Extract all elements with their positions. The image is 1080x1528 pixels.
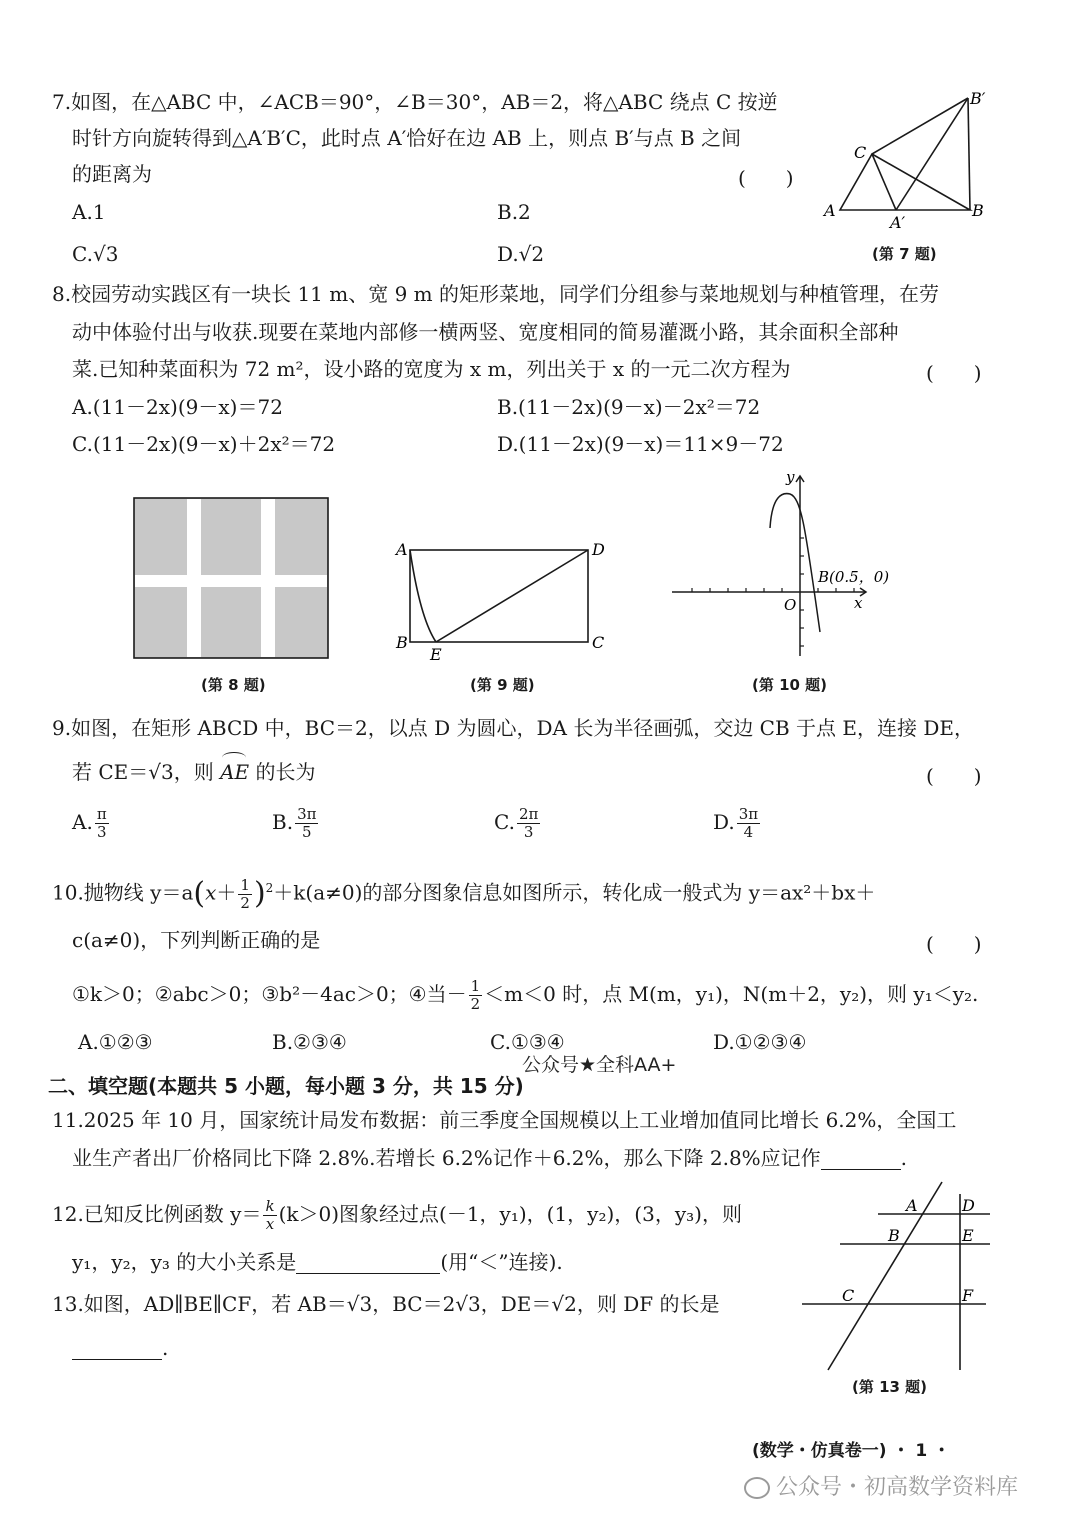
q7-line3: 的距离为 — [72, 162, 152, 186]
q8-figure — [133, 497, 329, 659]
q7-option-d: D.√2 — [497, 242, 545, 266]
q12-fraction: $\frac{k}{x}$ — [265, 1197, 275, 1233]
q9-line2-suffix: 的长为 — [249, 760, 316, 784]
q11-line2: 业生产者出厂价格同比下降 2.8%.若增长 6.2%记作＋6.2%，那么下降 2.8%应记作 . — [72, 1146, 908, 1170]
q13-answer-blank[interactable] — [72, 1339, 162, 1360]
q10-label-x: x — [854, 594, 863, 612]
q10-option-a: A.①②③ — [78, 1030, 153, 1054]
q10-half-fraction: $\frac{1}{2}$ — [470, 977, 481, 1013]
q10-answer-paren: ( ) — [926, 932, 982, 956]
q12-line2: y₁，y₂，y₃ 的大小关系是 (用“＜”连接). — [72, 1250, 563, 1274]
q9-line2-prefix: 若 CE＝√3，则 — [72, 760, 221, 784]
page-footer: (数学・仿真卷一) ・ 1 ・ — [752, 1441, 951, 1461]
q10-figure — [668, 466, 890, 664]
q8-option-d: D.(11－2x)(9－x)＝11×9－72 — [497, 432, 784, 456]
q10-line1: 10.抛物线 y＝a(x＋ $\frac{1}{2}$ )$^2$＋k(a≠0)的部分图象信息如图所示，转化成一般式为 y＝ax²＋bx＋ — [52, 875, 876, 912]
q13-caption: (第 13 题) — [852, 1378, 928, 1396]
q10-option-c: C.①③④ — [490, 1030, 565, 1054]
q9-arc-label: AE — [220, 760, 250, 784]
q7-caption: (第 7 题) — [872, 245, 937, 263]
q13-label-f: F — [962, 1286, 974, 1305]
watermark-bottom: 公众号・初高数学资料库 — [744, 1470, 1018, 1501]
q8-answer-paren: ( ) — [926, 361, 982, 385]
q8-option-b: B.(11－2x)(9－x)－2x²＝72 — [497, 395, 761, 419]
q13-line2: . — [72, 1336, 168, 1360]
q12-line1: 12.已知反比例函数 y＝ $\frac{k}{x}$ (k＞0)图象经过点(－1，y₁)，(1，y₂)，(3，y₃)，则 — [52, 1197, 742, 1233]
q7-label-c: C — [854, 143, 867, 162]
q9-line1: 9.如图，在矩形 ABCD 中，BC＝2，以点 D 为圆心，DA 长为半径画弧，交边 CB 于点 E，连接 DE， — [52, 716, 974, 740]
q8-line1: 8.校园劳动实践区有一块长 11 m、宽 9 m 的矩形菜地，同学们分组参与菜地规划与种植管理，在劳 — [52, 282, 939, 306]
q8-option-a: A.(11－2x)(9－x)＝72 — [72, 395, 283, 419]
q11-line1: 11.2025 年 10 月，国家统计局发布数据：前三季度全国规模以上工业增加值同比增长 6.2%，全国工 — [52, 1108, 957, 1132]
q7-option-b: B.2 — [497, 200, 531, 224]
q8-line3: 菜.已知种菜面积为 72 m²，设小路的宽度为 x m，列出关于 x 的一元二次方程为 — [72, 357, 791, 381]
q9-label-a: A — [396, 540, 408, 559]
watermark-mid: 公众号★全科AA+ — [522, 1054, 677, 1076]
q13-figure — [800, 1180, 994, 1376]
q13-label-d: D — [962, 1196, 975, 1215]
q9-option-c: C. $\frac{2\pi}{3}$ — [494, 805, 539, 841]
q9-option-a: A. $\frac{\pi}{3}$ — [72, 805, 107, 841]
q9-figure — [392, 538, 614, 664]
q13-label-b: B — [888, 1226, 900, 1245]
q7-label-b: B — [972, 201, 984, 220]
q7-label-a: A — [824, 201, 836, 220]
q10-line3: ①k＞0；②abc＞0；③b²－4ac＞0；④当－ $\frac{1}{2}$ ＜m＜0 时，点 M(m，y₁)，N(m＋2，y₂)，则 y₁＜y₂. — [72, 977, 979, 1013]
q13-line1: 13.如图，AD∥BE∥CF，若 AB＝√3，BC＝2√3，DE＝√2，则 DF 的长是 — [52, 1292, 720, 1316]
q9-label-e: E — [430, 645, 442, 664]
q9-line2 — [72, 760, 316, 784]
q13-label-a: A — [906, 1196, 918, 1215]
q9-option-b: B. $\frac{3\pi}{5}$ — [272, 805, 317, 841]
q9-label-d: D — [592, 540, 605, 559]
q7-answer-paren: ( ) — [738, 166, 794, 190]
q7-line1: 7.如图，在△ABC 中，∠ACB＝90°，∠B＝30°，AB＝2，将△ABC 绕点 C 按逆 — [52, 90, 778, 114]
q9-arc-ae — [220, 760, 249, 784]
q9-option-d: D. $\frac{3\pi}{4}$ — [713, 805, 759, 841]
q10-option-b: B.②③④ — [272, 1030, 347, 1054]
q7-line2: 时针方向旋转得到△A′B′C，此时点 A′恰好在边 AB 上，则点 B′与点 B 之间 — [72, 126, 742, 150]
q9-answer-paren: ( ) — [926, 764, 982, 788]
q8-caption: (第 8 题) — [201, 676, 266, 694]
q13-label-c: C — [842, 1286, 855, 1305]
q9-caption: (第 9 题) — [470, 676, 535, 694]
q10-caption: (第 10 题) — [752, 676, 828, 694]
q7-option-c: C.√3 — [72, 242, 119, 266]
q9-label-c: C — [592, 633, 605, 652]
q12-answer-blank[interactable] — [296, 1253, 440, 1274]
q8-option-c: C.(11－2x)(9－x)＋2x²＝72 — [72, 432, 336, 456]
q9-label-b: B — [396, 633, 408, 652]
q8-line2: 动中体验付出与收获.现要在菜地内部修一横两竖、宽度相同的简易灌溉小路，其余面积全部种 — [72, 320, 899, 344]
q10-line2: c(a≠0)，下列判断正确的是 — [72, 928, 321, 952]
q13-label-e: E — [962, 1226, 974, 1245]
q7-option-a: A.1 — [72, 200, 106, 224]
wechat-icon — [744, 1477, 770, 1499]
q10-fraction: $\frac{1}{2}$ — [240, 875, 250, 912]
q10-label-y: y — [786, 468, 795, 486]
section-fill-in-title: 二、填空题(本题共 5 小题，每小题 3 分，共 15 分) — [48, 1074, 524, 1098]
q7-figure — [818, 86, 998, 236]
q7-label-b-prime: B′ — [970, 89, 986, 108]
q10-label-point-b: B(0.5，0) — [818, 568, 890, 586]
q10-option-d: D.①②③④ — [713, 1030, 807, 1054]
q10-label-origin: O — [784, 596, 797, 614]
q7-label-a-prime: A′ — [890, 213, 906, 232]
q11-answer-blank[interactable] — [821, 1149, 901, 1170]
